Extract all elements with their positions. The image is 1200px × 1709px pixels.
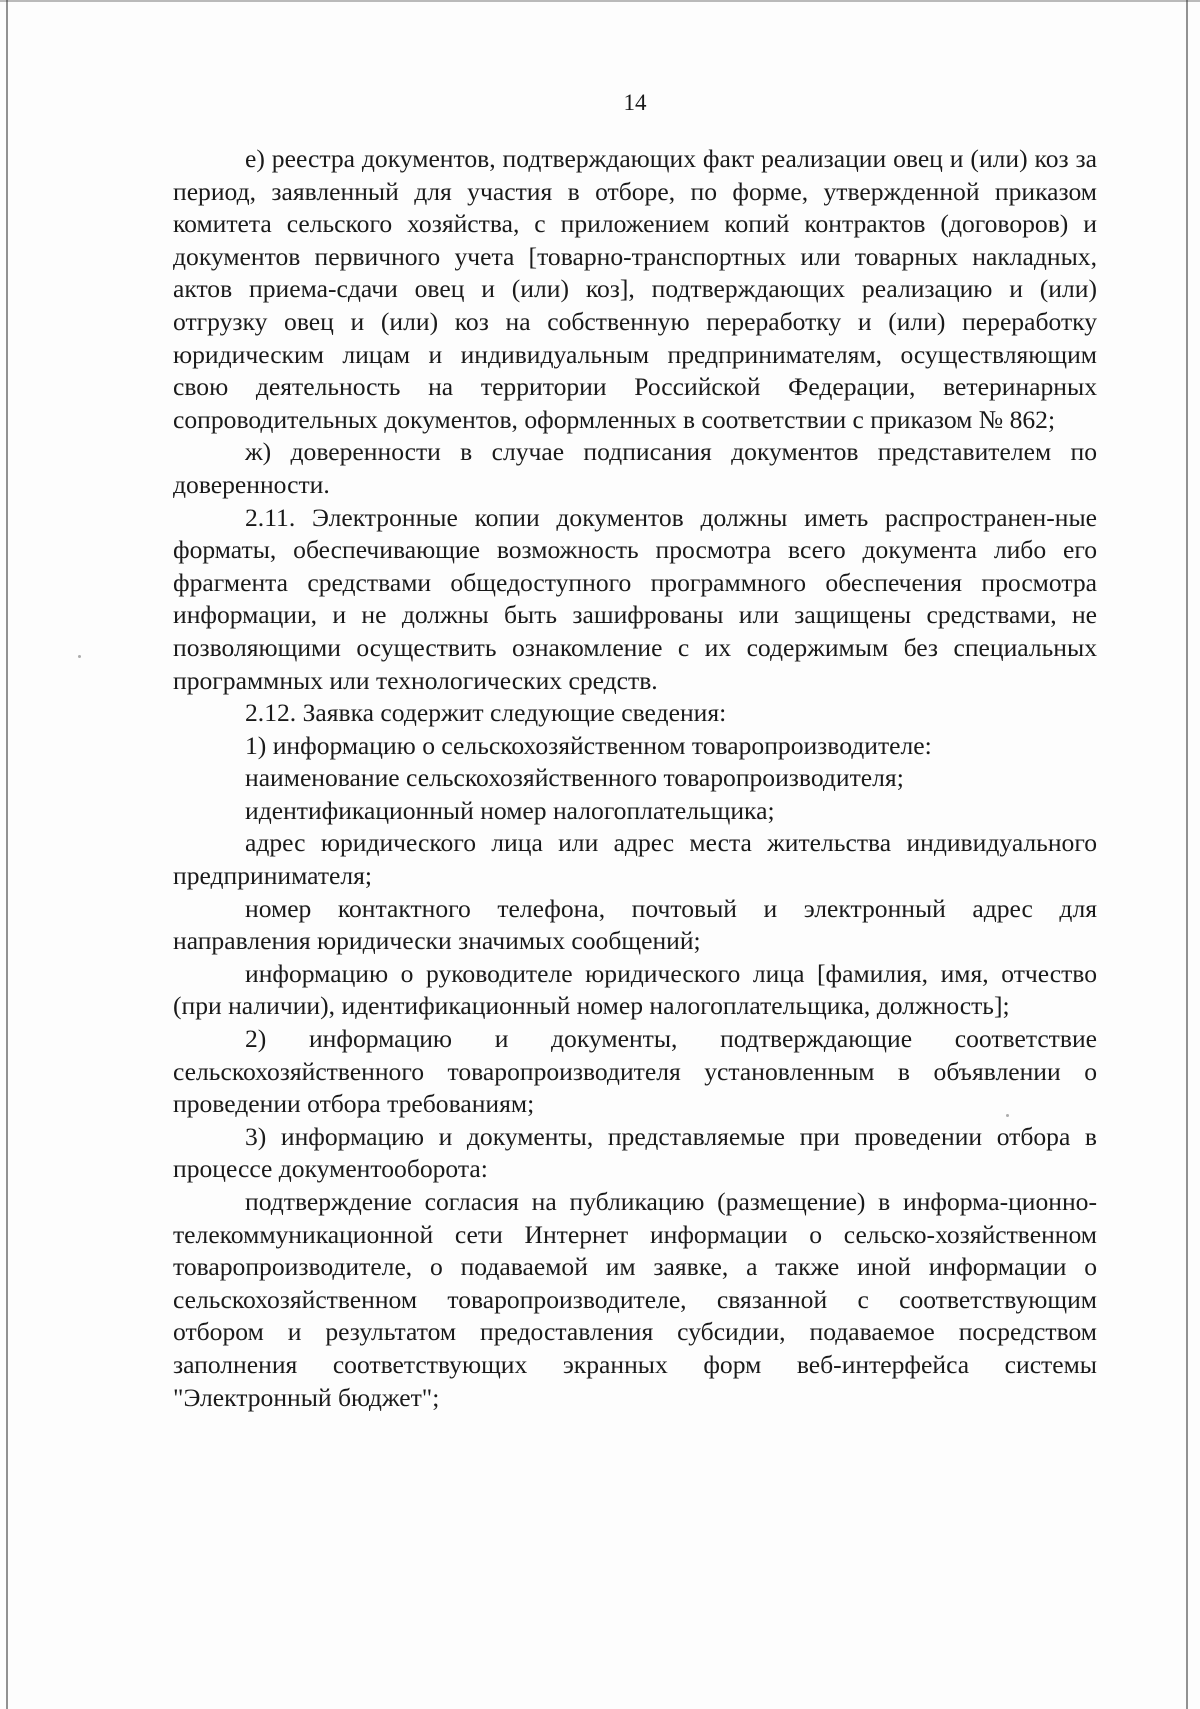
paragraph-head-info: информацию о руководителе юридического лица [фамилия, имя, отчество (при наличии), идентификационный номер налогоплательщика, должность]; (173, 958, 1097, 1021)
scan-right-edge (1186, 0, 1188, 1709)
scan-speck (78, 655, 81, 658)
paragraph-address: адрес юридического лица или адрес места жительства индивидуального предпринимателя; (173, 828, 1097, 891)
paragraph-item-e: е) реестра документов, подтверждающих факт реализации овец и (или) коз за период, заявленный для участия в отборе, по форме, утвержденной приказом комитета сельского хозяйства, с приложением копий контрактов (договоров) и документов первичного учета [товарно-транспортных или товарных накладных, актов приема-сдачи овец и (или) коз], подтверждающих реализацию и (или) отгрузку овец и (или) коз на собственную переработку и (или) переработку юридическим лицам и индивидуальным предпринимателям, осуществляющим свою деятельность на территории Российской Федерации, ветеринарных сопроводительных документов, оформленных в соответствии с приказом № 862; (173, 144, 1097, 434)
paragraph-item-3: 3) информацию и документы, представляемые при проведении отбора в процессе документооборота: (173, 1121, 1097, 1184)
scan-speck (1006, 1114, 1009, 1117)
paragraph-inn: идентификационный номер налогоплательщика; (245, 795, 775, 825)
paragraph-contacts: номер контактного телефона, почтовый и электронный адрес для направления юридически значимых сообщений; (173, 893, 1097, 956)
page-number: 14 (623, 90, 647, 115)
paragraph-2-11: 2.11. Электронные копии документов должны иметь распространен-ные форматы, обеспечивающие возможность просмотра всего документа либо его фрагмента средствами общедоступного программного обеспечения просмотра информации, и не должны быть зашифрованы или защищены средствами, не позволяющими осуществить ознакомление с их содержимым без специальных программных или технологических средств. (173, 502, 1097, 695)
scan-top-edge (0, 0, 1200, 2)
paragraph-item-2: 2) информацию и документы, подтверждающие соответствие сельскохозяйственного товаропроизводителя установленным в объявлении о проведении отбора требованиям; (173, 1024, 1097, 1119)
paragraph-2-12: 2.12. Заявка содержит следующие сведения: (245, 698, 727, 728)
paragraph-item-1: 1) информацию о сельскохозяйственном товаропроизводителе: (245, 730, 932, 760)
paragraph-consent: подтверждение согласия на публикацию (размещение) в информа-ционно-телекоммуникационной сети Интернет информации о сельско-хозяйственном товаропроизводителе, о подаваемой им заявке, а также иной информации о сельскохозяйственном товаропроизводителе, связанной с соответствующим отбором и результатом предоставления субсидии, подаваемое посредством заполнения соответствующих экранных форм веб-интерфейса системы "Электронный бюджет"; (173, 1187, 1097, 1412)
document-body (173, 143, 1097, 1414)
scan-left-edge (6, 0, 8, 1709)
paragraph-name: наименование сельскохозяйственного товаропроизводителя; (245, 763, 904, 793)
paragraph-item-zh: ж) доверенности в случае подписания документов представителем по доверенности. (173, 437, 1097, 499)
